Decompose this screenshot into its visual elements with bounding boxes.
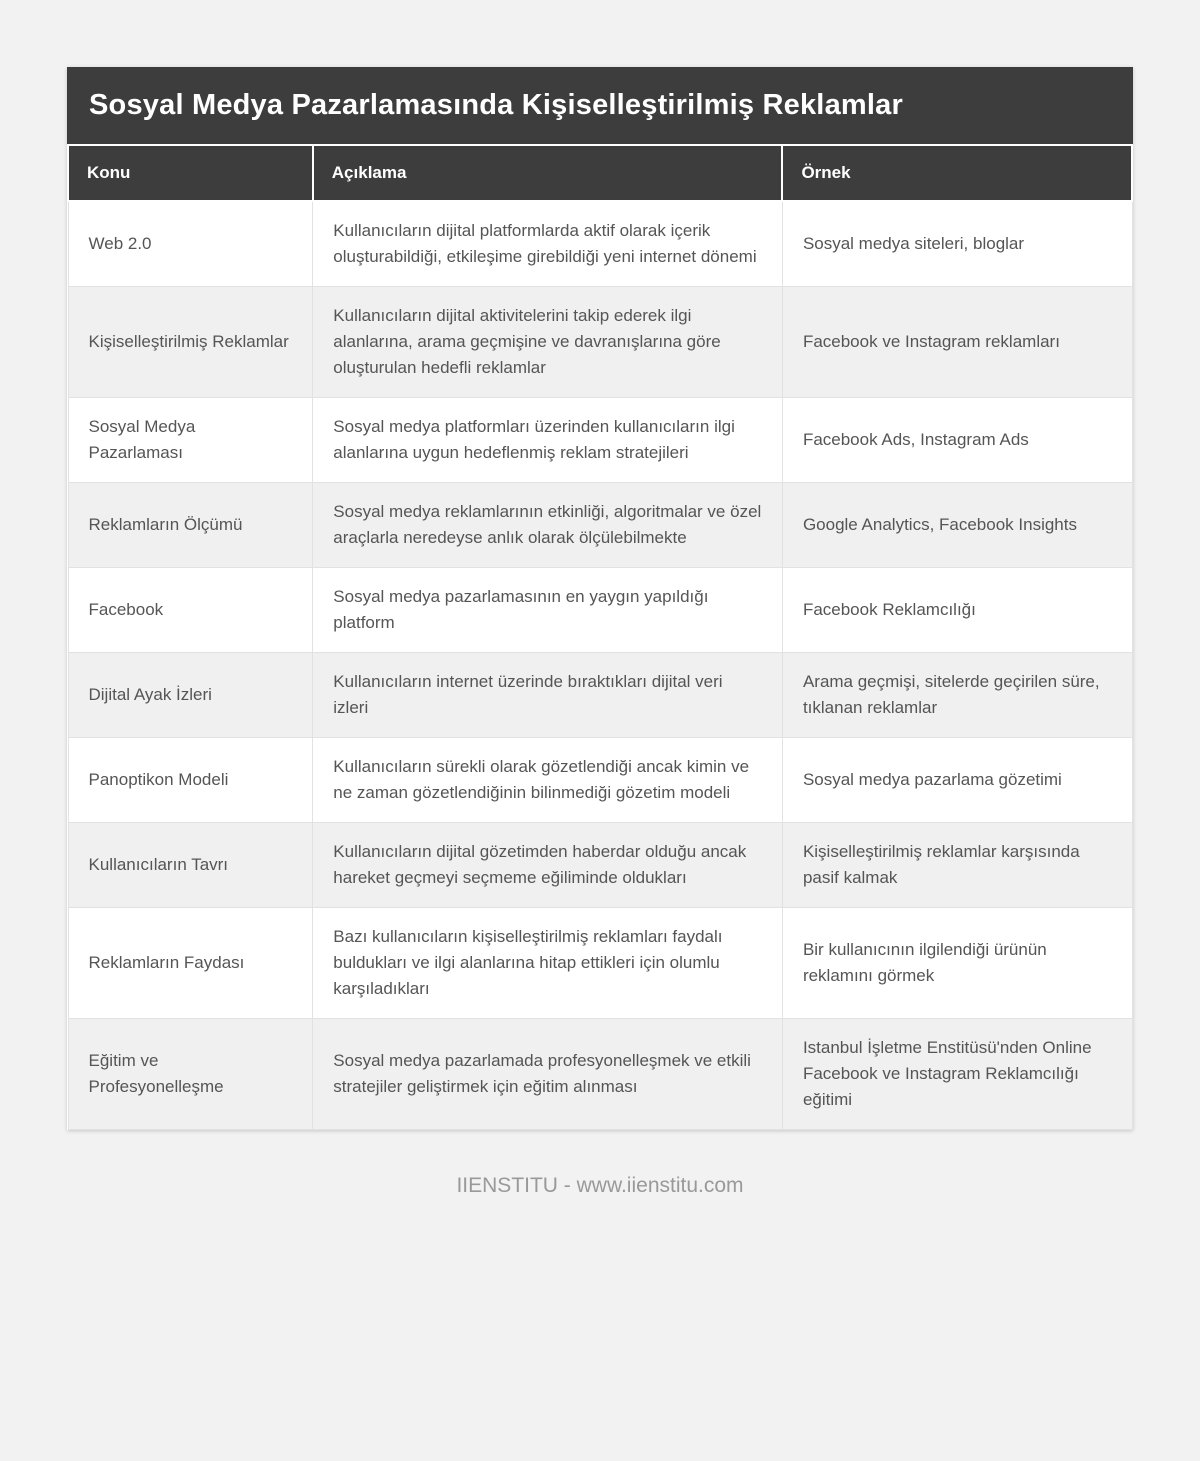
column-header-aciklama: Açıklama bbox=[313, 145, 783, 201]
cell-konu: Reklamların Faydası bbox=[68, 908, 313, 1019]
table-header bbox=[68, 145, 1132, 201]
table-row bbox=[68, 738, 1132, 823]
cell-aciklama: Sosyal medya pazarlamasının en yaygın yapıldığı platform bbox=[313, 568, 783, 653]
cell-ornek: Sosyal medya pazarlama gözetimi bbox=[782, 738, 1132, 823]
cell-ornek: Istanbul İşletme Enstitüsü'nden Online Facebook ve Instagram Reklamcılığı eğitimi bbox=[782, 1019, 1132, 1130]
table-row bbox=[68, 1019, 1132, 1130]
cell-aciklama: Kullanıcıların dijital gözetimden haberdar olduğu ancak hareket geçmeyi seçmeme eğiliminde oldukları bbox=[313, 823, 783, 908]
header-row bbox=[68, 145, 1132, 201]
cell-konu: Reklamların Ölçümü bbox=[68, 483, 313, 568]
table-row bbox=[68, 287, 1132, 398]
column-header-konu: Konu bbox=[68, 145, 313, 201]
page-title: Sosyal Medya Pazarlamasında Kişiselleştirilmiş Reklamlar bbox=[67, 67, 1133, 144]
table-row bbox=[68, 823, 1132, 908]
cell-aciklama: Sosyal medya pazarlamada profesyonelleşmek ve etkili stratejiler geliştirmek için eğitim alınması bbox=[313, 1019, 783, 1130]
cell-aciklama: Kullanıcıların dijital platformlarda aktif olarak içerik oluşturabildiği, etkileşime girebildiği yeni internet dönemi bbox=[313, 201, 783, 287]
cell-ornek: Facebook Ads, Instagram Ads bbox=[782, 398, 1132, 483]
cell-ornek: Google Analytics, Facebook Insights bbox=[782, 483, 1132, 568]
cell-ornek: Facebook ve Instagram reklamları bbox=[782, 287, 1132, 398]
column-header-ornek: Örnek bbox=[782, 145, 1132, 201]
footer-credit: IIENSTITU - www.iienstitu.com bbox=[456, 1174, 744, 1197]
cell-ornek: Kişiselleştirilmiş reklamlar karşısında pasif kalmak bbox=[782, 823, 1132, 908]
cell-konu: Facebook bbox=[68, 568, 313, 653]
cell-aciklama: Sosyal medya platformları üzerinden kullanıcıların ilgi alanlarına uygun hedeflenmiş reklam stratejileri bbox=[313, 398, 783, 483]
cell-aciklama: Kullanıcıların sürekli olarak gözetlendiği ancak kimin ve ne zaman gözetlendiğinin bilinmediği gözetim modeli bbox=[313, 738, 783, 823]
cell-konu: Dijital Ayak İzleri bbox=[68, 653, 313, 738]
cell-konu: Web 2.0 bbox=[68, 201, 313, 287]
info-table bbox=[67, 144, 1133, 1130]
cell-aciklama: Kullanıcıların dijital aktivitelerini takip ederek ilgi alanlarına, arama geçmişine ve davranışlarına göre oluşturulan hedefli reklamlar bbox=[313, 287, 783, 398]
cell-ornek: Sosyal medya siteleri, bloglar bbox=[782, 201, 1132, 287]
table-card bbox=[67, 67, 1133, 1130]
cell-konu: Panoptikon Modeli bbox=[68, 738, 313, 823]
cell-konu: Kişiselleştirilmiş Reklamlar bbox=[68, 287, 313, 398]
cell-konu: Eğitim ve Profesyonelleşme bbox=[68, 1019, 313, 1130]
table-row bbox=[68, 653, 1132, 738]
table-row bbox=[68, 398, 1132, 483]
table-row bbox=[68, 568, 1132, 653]
cell-aciklama: Bazı kullanıcıların kişiselleştirilmiş reklamları faydalı buldukları ve ilgi alanlarına hitap ettikleri için olumlu karşıladıkları bbox=[313, 908, 783, 1019]
cell-aciklama: Sosyal medya reklamlarının etkinliği, algoritmalar ve özel araçlarla neredeyse anlık olarak ölçülebilmekte bbox=[313, 483, 783, 568]
cell-ornek: Arama geçmişi, sitelerde geçirilen süre, tıklanan reklamlar bbox=[782, 653, 1132, 738]
table-row bbox=[68, 201, 1132, 287]
cell-ornek: Bir kullanıcının ilgilendiği ürünün reklamını görmek bbox=[782, 908, 1132, 1019]
table-body bbox=[68, 201, 1132, 1130]
table-row bbox=[68, 908, 1132, 1019]
cell-aciklama: Kullanıcıların internet üzerinde bıraktıkları dijital veri izleri bbox=[313, 653, 783, 738]
cell-konu: Kullanıcıların Tavrı bbox=[68, 823, 313, 908]
cell-konu: Sosyal Medya Pazarlaması bbox=[68, 398, 313, 483]
cell-ornek: Facebook Reklamcılığı bbox=[782, 568, 1132, 653]
table-row bbox=[68, 483, 1132, 568]
